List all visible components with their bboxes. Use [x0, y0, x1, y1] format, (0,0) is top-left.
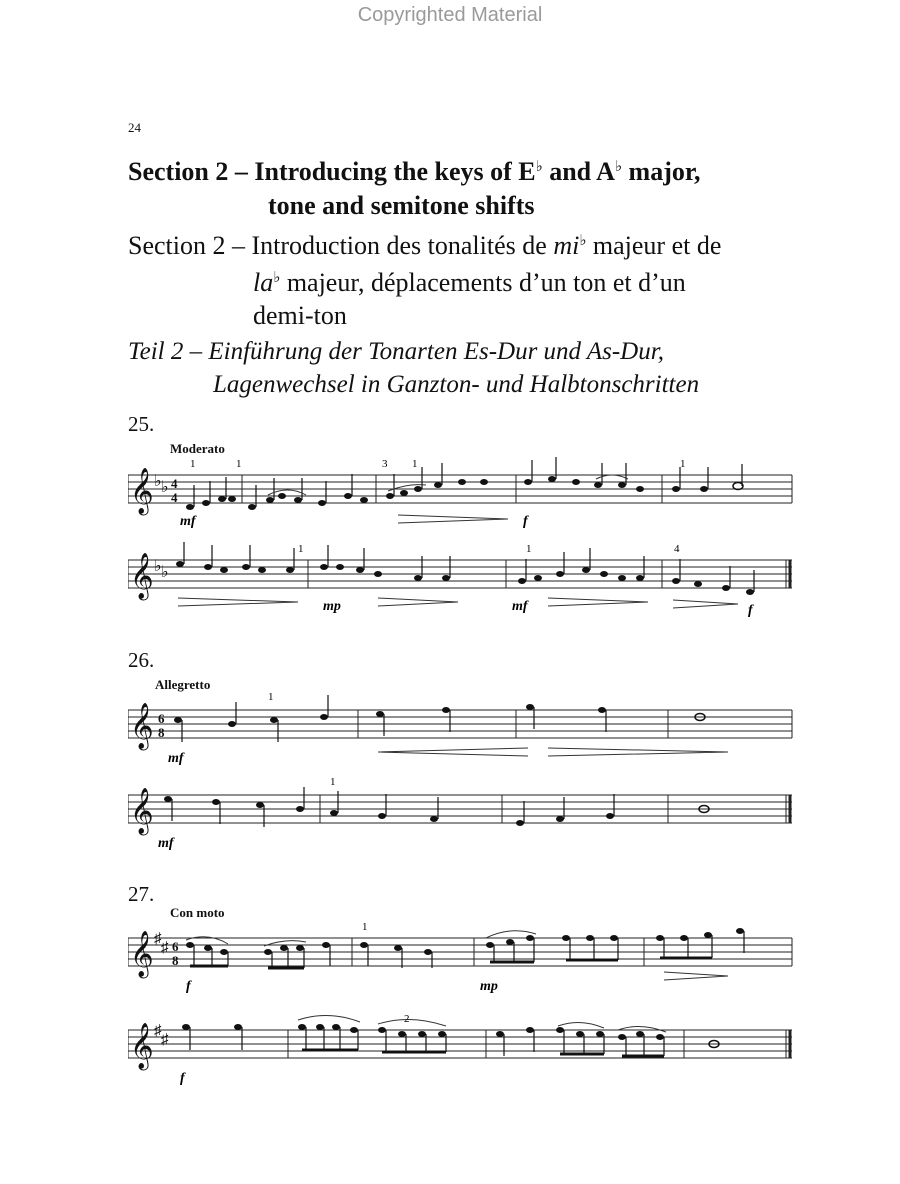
time-signature: 8: [158, 725, 165, 740]
music-staff: [128, 1010, 808, 1090]
tempo-marking: Con moto: [170, 905, 225, 920]
heading-french: Section 2 – Introduction des tonalités de mi♭ majeur et de la♭ majeur, déplacements d’un ton et d’un demi-ton: [128, 231, 722, 330]
treble-clef-icon: 𝄞: [130, 553, 154, 598]
flat-icon: ♭: [154, 473, 162, 490]
time-signature: 4: [171, 476, 178, 491]
heading-english: Section 2 – Introducing the keys of E♭ and A♭ major, tone and semitone shifts: [128, 157, 701, 220]
fingering: 1: [236, 458, 242, 470]
sharp-icon: ♯: [154, 1023, 162, 1039]
fingering: 1: [526, 543, 532, 555]
sharp-icon: ♯: [161, 940, 169, 956]
music-staff: [128, 918, 808, 998]
fingering: 1: [330, 776, 336, 788]
music-staff: [128, 775, 808, 855]
heading-german: Teil 2 – Einführung der Tonarten Es-Dur und As-Dur, Lagenwechsel in Ganzton- und Halbtonschritten: [128, 338, 700, 398]
flat-icon: ♭: [161, 564, 169, 581]
dynamic-marking: f: [523, 514, 528, 529]
flat-icon: ♭: [161, 479, 169, 496]
time-signature: 6: [172, 939, 179, 954]
notes: [186, 476, 743, 510]
dynamic-marking: mf: [512, 599, 528, 614]
dynamic-marking: mf: [158, 836, 174, 851]
music-staff: [128, 690, 808, 770]
time-signature: 8: [172, 953, 179, 968]
exercise-number: 26.: [128, 648, 155, 672]
music-staff: [128, 540, 808, 620]
notes: [176, 561, 754, 595]
time-signature: 6: [158, 711, 165, 726]
treble-clef-icon: 𝄞: [130, 1023, 154, 1068]
dynamic-marking: mf: [180, 514, 196, 529]
dynamic-marking: mf: [168, 751, 184, 766]
sharp-icon: ♯: [154, 931, 162, 947]
sharp-icon: ♯: [161, 1032, 169, 1048]
treble-clef-icon: 𝄞: [130, 703, 154, 748]
fingering: 1: [190, 458, 196, 470]
dynamic-marking: f: [186, 979, 191, 994]
flat-icon: ♭: [154, 558, 162, 575]
section-heading: [128, 150, 828, 401]
dynamic-marking: mp: [323, 599, 341, 614]
treble-clef-icon: 𝄞: [130, 931, 154, 976]
page-number: 24: [128, 120, 141, 135]
fingering: 1: [680, 458, 686, 470]
fingering: 3: [382, 458, 388, 470]
dynamic-marking: f: [748, 603, 753, 618]
fingering: 2: [404, 1013, 410, 1025]
treble-clef-icon: 𝄞: [130, 788, 154, 833]
fingering: 1: [298, 543, 304, 555]
dynamic-marking: f: [180, 1071, 185, 1086]
music-staff: [128, 455, 808, 535]
tempo-marking: Allegretto: [155, 677, 211, 692]
copyright-watermark: Copyrighted Material: [357, 4, 543, 26]
exercise-number: 27.: [128, 882, 155, 906]
notes: [186, 928, 744, 955]
fingering: 1: [268, 691, 274, 703]
tempo-marking: Moderato: [170, 441, 225, 456]
dynamic-marking: mp: [480, 979, 498, 994]
time-signature: 4: [171, 490, 178, 505]
treble-clef-icon: 𝄞: [130, 468, 154, 513]
exercise-number: 25.: [128, 412, 155, 436]
fingering: 4: [674, 543, 680, 555]
fingering: 1: [362, 921, 368, 933]
notes: [164, 796, 709, 826]
fingering: 1: [412, 458, 418, 470]
